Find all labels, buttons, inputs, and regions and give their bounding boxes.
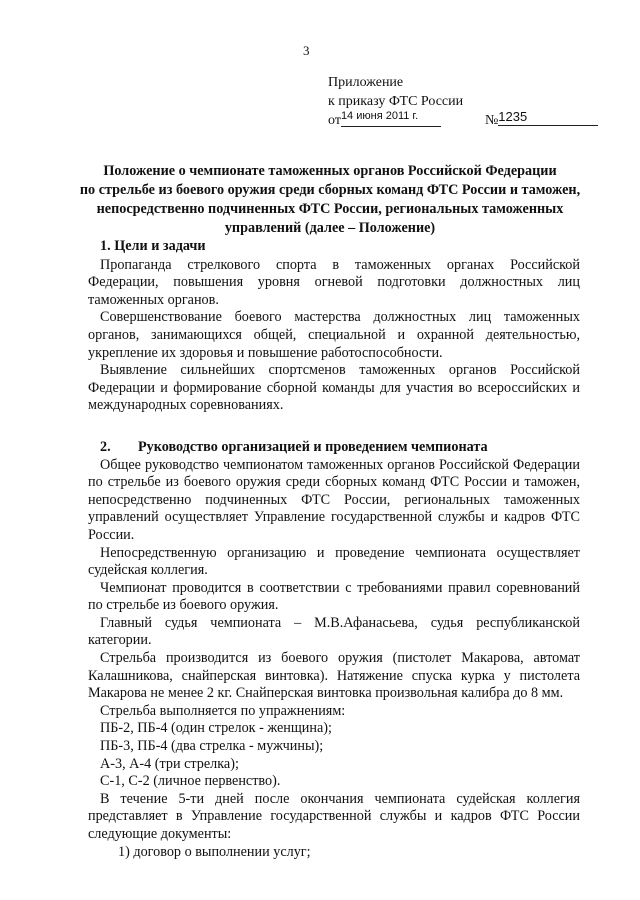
number-prefix: №: [484, 113, 499, 128]
document-list-item: 1) договор о выполнении услуг;: [118, 843, 311, 860]
document-body: [88, 238, 580, 861]
number-field: [498, 109, 598, 126]
appendix-order-ref: к приказу ФТС России: [328, 94, 464, 109]
title-line: по стрельбе из боевого оружия среди сборных команд ФТС России и таможен,: [79, 182, 581, 198]
date-prefix: от: [328, 113, 341, 128]
exercise-item: ПБ-3, ПБ-4 (два стрелка - мужчины);: [100, 738, 324, 755]
date-field: [340, 110, 441, 127]
section-2-number: 2.: [100, 438, 111, 455]
section-2-heading: [88, 439, 580, 457]
title-line: Положение о чемпионате таможенных органов Российской Федерации: [103, 163, 557, 179]
paragraph: Стрельба выполняется по упражнениям:: [100, 702, 346, 719]
appendix-date-number: [328, 109, 598, 129]
title-line: управлений (далее – Положение): [224, 220, 436, 236]
section-2-title: Руководство организацией и проведением чемпионата: [138, 438, 488, 455]
page-number: 3: [303, 43, 310, 58]
exercise-item: С-1, С-2 (личное первенство).: [100, 773, 281, 790]
spacer: [88, 415, 580, 439]
section-1-heading: 1. Цели и задачи: [100, 238, 206, 254]
exercise-item: ПБ-2, ПБ-4 (один стрелок - женщина);: [100, 720, 332, 737]
paragraph: Совершенствование боевого мастерства должностных лиц таможенных органов, занимающихся общей, специальной и охранной деятельностью, укрепление их здоровья и повышение работоспособности.: [88, 309, 580, 361]
paragraph: Выявление сильнейших спортсменов таможенных органов Российской Федерации и формирование сборной команды для участия во всероссийских и международных соревнованиях.: [88, 362, 580, 414]
paragraph: Общее руководство чемпионатом таможенных органов Российской Федерации по стрельбе из боевого оружия среди сборных команд ФТС России и таможен, непосредственно подчиненных ФТС России, региональных таможенных управлений осуществляет Управление государственной службы и кадров ФТС России.: [88, 456, 580, 543]
number-handwritten: 1235: [498, 109, 528, 124]
paragraph: Пропаганда стрелкового спорта в таможенных органах Российской Федерации, повышения уровня огневой подготовки должностных лиц таможенных органов.: [88, 256, 580, 308]
title-line: непосредственно подчиненных ФТС России, региональных таможенных: [96, 201, 564, 217]
paragraph: Непосредственную организацию и проведение чемпионата осуществляет судейская коллегия.: [88, 544, 580, 579]
appendix-label: Приложение: [328, 75, 404, 90]
paragraph: Стрельба производится из боевого оружия (пистолет Макарова, автомат Калашникова, снайперская винтовка). Натяжение спуска курка у пистолета Макарова не менее 2 кг. Снайперская винтовка произвольная калибра до 8 мм.: [88, 650, 580, 702]
document-title: [60, 162, 600, 238]
exercise-item: А-3, А-4 (три стрелка);: [100, 755, 239, 772]
paragraph: В течение 5-ти дней после окончания чемпионата судейская коллегия представляет в Управление государственной службы и кадров ФТС России следующие документы:: [88, 790, 580, 842]
paragraph: Чемпионат проводится в соответствии с требованиями правил соревнований по стрельбе из боевого оружия.: [88, 579, 580, 614]
date-handwritten: 14 июня 2011 г.: [340, 110, 419, 122]
paragraph: Главный судья чемпионата – М.В.Афанасьева, судья республиканской категории.: [88, 614, 580, 649]
